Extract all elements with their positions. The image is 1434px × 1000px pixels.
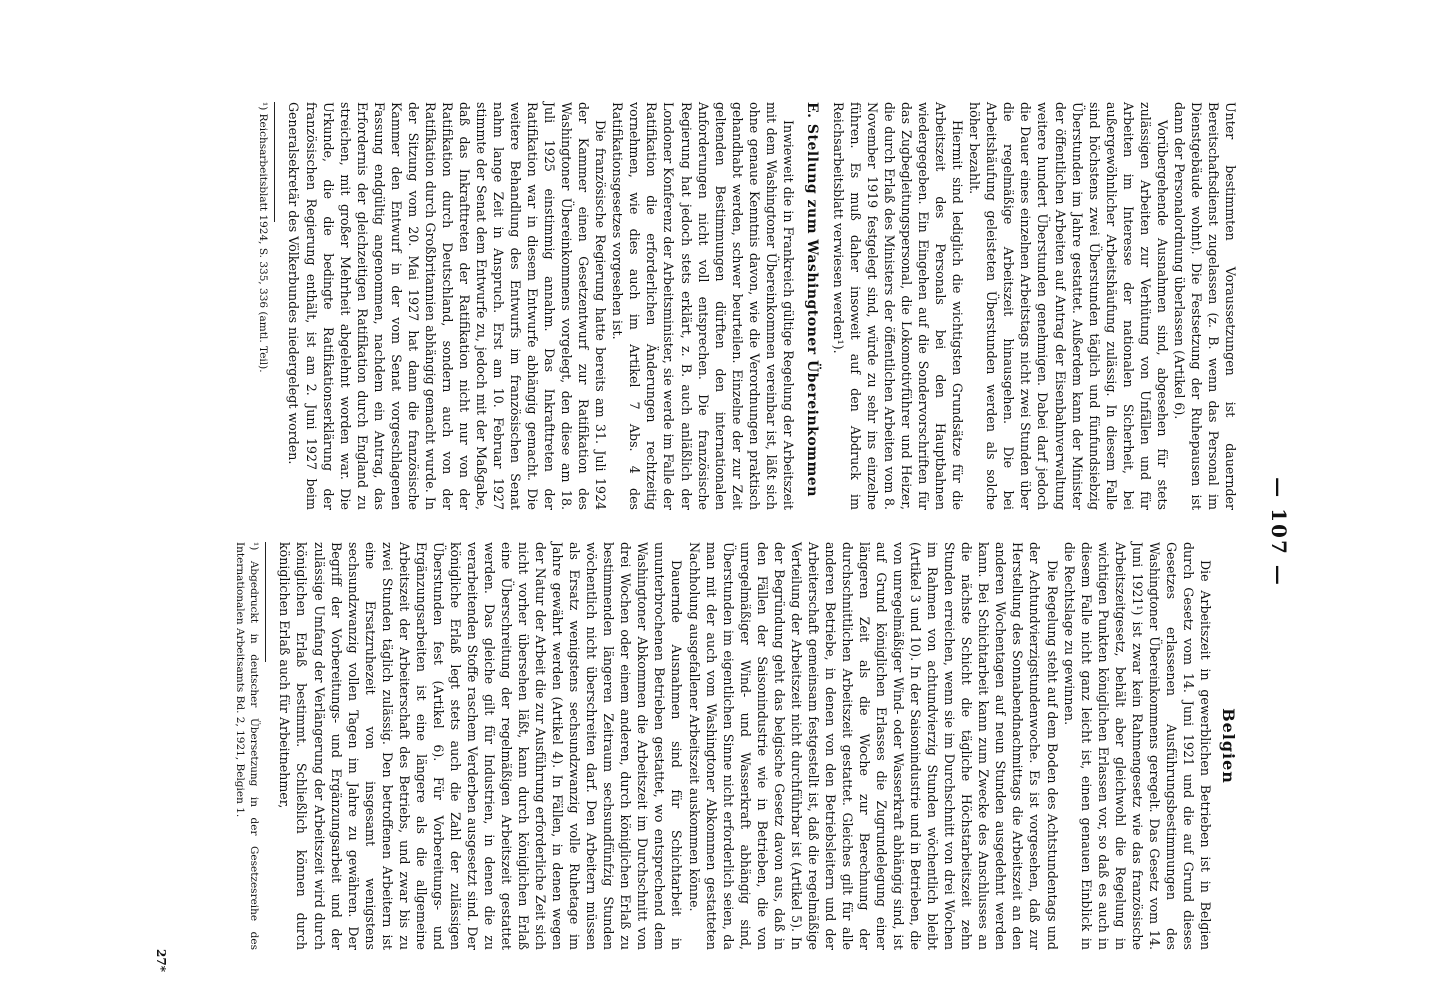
footnote-rule: [265, 542, 266, 662]
paragraph-right-2: Die Regelung steht auf dem Boden des Achtstundentags und der Achtundvierzigstundenwoche. Es ist vorgesehen, daß zur Herstellung des Sonnabendnachmittags die Arbeitszeit an den anderen Wochentagen auf neun Stunden ausgedehnt werden kann. Bei Schichtarbeit kann zum Zwecke des Anschlusses an die nächste Schicht die tägliche Höchstarbeitszeit zehn Stunden erreichen, wenn sie im Durchschnitt von drei Wochen im Rahmen von achtundvierzig Stunden wöchentlich bleibt (Artikel 3 und 10). In der Saisonindustrie und in Betrieben, die von unregelmäßiger Wind- oder Wasserkraft abhängig sind, ist auf Grund königlichen Erlasses die Zugrundelegung einer längeren Zeit als die Woche zur Berechnung der durchschnittlichen Arbeitszeit gestattet. Gleiches gilt für alle anderen Betriebe, in denen von den Betriebsleitern und der Arbeiterschaft gemeinsam festgestellt ist, daß die regelmäßige Verteilung der Arbeitszeit nicht durchführbar ist (Artikel 5). In der Begründung geht das belgische Gesetz davon aus, daß in den Fällen der Saisonindustrie wie in Betrieben, die von unregelmäßiger Wind- und Wasserkraft abhängig sind, Überstunden im eigentlichen Sinne nicht erforderlich seien, da man mit der auch vom Washingtoner Abkommen gestatteten Nachholung ausgefallener Arbeitszeit auskommen könne.: [686, 542, 1060, 950]
footnote-right: ¹) Abgedruckt in deutscher Übersetzung in der Gesetzesreihe des Internationalen Arbeitsamts Bd. 2, 1921, Belgien 1.: [234, 542, 261, 950]
country-title: Belgien: [1219, 708, 1238, 784]
paragraph-right-1: Die Arbeitszeit in gewerblichen Betrieben ist in Belgien durch Gesetz vom 14. Juni 1921 und die auf Grund dieses Gesetzes erlassenen Ausführungsbestimmungen des Washingtoner Übereinkommens geregelt. Das Gesetz vom 14. Juni 1921¹) ist zwar kein Rahmengesetz wie das französische Arbeitszeitgesetz, behält aber gleichwohl die Regelung in wichtigen Punkten königlichen Erlassen vor, so daß es auch in diesem Falle nicht ganz leicht ist, einen genauen Einblick in die Rechtslage zu gewinnen.: [1061, 542, 1213, 950]
paragraph-right-3: Dauernde Ausnahmen sind für Schichtarbeit in ununterbrochenen Betrieben gestattet, wo entsprechend dem Washingtoner Abkommen die Arbeitszeit im Durchschnitt von drei Wochen oder einem anderen, durch königlichen Erlaß zu bestimmenden längeren Zeitraum sechsundfünfzig Stunden wöchentlich nicht überschreiten darf. Den Arbeitern müssen als Ersatz wenigstens sechsundzwanzig volle Ruhetage im Jahre gewährt werden (Artikel 4). In Fällen, in denen wegen der Natur der Arbeit die zur Ausführung erforderliche Zeit sich nicht vorher übersehen läßt, kann durch königlichen Erlaß eine Überschreitung der regelmäßigen Arbeitszeit gestattet werden. Das gleiche gilt für Industrien, in denen die zu verarbeitenden Stoffe raschem Verderben ausgesetzt sind. Der königliche Erlaß legt stets auch die Zahl der zulässigen Überstunden fest (Artikel 6). Für Vorbereitungs- und Ergänzungsarbeiten ist eine längere als die allgemeine Arbeitszeit der Arbeiterschaft des Betriebs, und zwar bis zu zwei Stunden täglich zulässig. Den betroffenen Arbeitern ist eine Ersatzruhezeit von insgesamt wenigstens sechsundzwanzig vollen Tagen im Jahre zu gewähren. Der Begriff der Vorbereitungs- und Ergänzungsarbeit und der zulässige Umfang der Verlängerung der Arbeitszeit wird durch königlichen Erlaß bestimmt. Schließlich können durch königlichen Erlaß auch für Arbeitnehmer,: [277, 542, 685, 950]
section-heading: E. Stellung zum Washingtoner Übereinkommen: [803, 102, 820, 497]
paragraph-left-1: Unter bestimmten Voraussetzungen ist dauernder Bereitschaftsdienst zugelassen (z. B. wenn das Personal im Dienstgebäude wohnt). Die Festsetzung der Ruhepausen ist dann der Personalordnung überlassen (Artikel 6).: [1171, 102, 1238, 510]
book-page: [127, 82, 1291, 982]
page-number-header: — 107 —: [1267, 477, 1291, 587]
left-column: [256, 102, 1239, 510]
paragraph-left-5: Die französische Regierung hatte bereits am 31. Juli 1924 der Kammer einen Gesetzentwurf zur Ratifikation des Washingtoner Übereinkommens vorgelegt, den diese am 18. Juli 1925 einstimmig annahm. Das Inkrafttreten der Ratifikation war in diesem Entwurfe abhängig gemacht. Die weitere Behandlung des Entwurfs im französischen Senat nahm lange Zeit in Anspruch. Erst am 10. Februar 1927 stimmte der Senat dem Entwurfe zu, jedoch mit der Maßgabe, daß das Inkrafttreten der Ratifikation nicht nur von der Ratifikation durch Deutschland, sondern auch von der Ratifikation durch Großbritannien abhängig gemacht wurde. In der Sitzung vom 20. Mai 1927 hat dann die französische Kammer den Entwurf in der vom Senat vorgeschlagenen Fassung endgültig angenommen, nachdem ein Antrag, das Erfordernis der gleichzeitigen Ratifikation durch England zu streichen, mit großer Mehrheit abgelehnt worden war. Die Urkunde, die die bedingte Ratifikationserklärung der französischen Regierung enthält, ist am 2. Juni 1927 beim Generalsekretär des Völkerbundes niedergelegt worden.: [286, 102, 609, 510]
footnote-left: ¹) Reichsarbeitsblatt 1924, S. 335, 336 (amtl. Teil).: [257, 102, 270, 373]
paragraph-left-2: Vorübergehende Ausnahmen sind, abgesehen für stets zulässigen Arbeiten zur Verhütung von Unfällen und für Arbeiten im Interesse der nationalen Sicherheit, bei außergewöhnlicher Arbeitshäufung zulässig. In diesem Falle sind höchstens zwei Überstunden täglich und fünfundsiebzig Überstunden im Jahre gestattet. Außerdem kann der Minister der öffentlichen Arbeiten auf Antrag der Eisenbahnverwaltung weitere hundert Überstunden genehmigen. Dabei darf jedoch die Dauer eines einzelnen Arbeitstags nicht zwei Stunden über die regelmäßige Arbeitszeit hinausgehen. Die bei Arbeitshäufung geleisteten Überstunden werden als solche höher bezahlt.: [967, 102, 1170, 510]
sheet-signature: 27*: [154, 949, 168, 972]
paragraph-left-3: Hiermit sind lediglich die wichtigsten Grundsätze für die Arbeitszeit des Personals bei den Hauptbahnen wiedergegeben. Ein Eingehen auf die Sondervorschriften für das Zugbegleitungspersonal, die Lokomotivführer und Heizer, die durch Erlaß des Ministers der öffentlichen Arbeiten vom 8. November 1919 festgelegt sind, würde zu sehr ins einzelne führen. Es muß daher insoweit auf den Abdruck im Reichsarbeitsblatt verwiesen werden¹).: [830, 102, 966, 510]
footnote-rule: [274, 102, 275, 222]
paragraph-left-4: Inwieweit die in Frankreich gültige Regelung der Arbeitszeit mit dem Washingtoner Übereinkommen vereinbar ist, läßt sich ohne genaue Kenntnis davon, wie die Verordnungen praktisch gehandhabt werden, schwer beurteilen. Einzelne der zur Zeit geltenden Bestimmungen dürften den internationalen Anforderungen nicht voll entsprechen. Die französische Regierung hat jedoch stets erklärt, z. B. auch anläßlich der Londoner Konferenz der Arbeitsminister, sie werde im Falle der Ratifikation die erforderlichen Änderungen rechtzeitig vornehmen, wie dies auch im Artikel 7 Abs. 4 des Ratifikationsgesetzes vorgesehen ist.: [610, 102, 796, 510]
right-column: [233, 542, 1239, 950]
